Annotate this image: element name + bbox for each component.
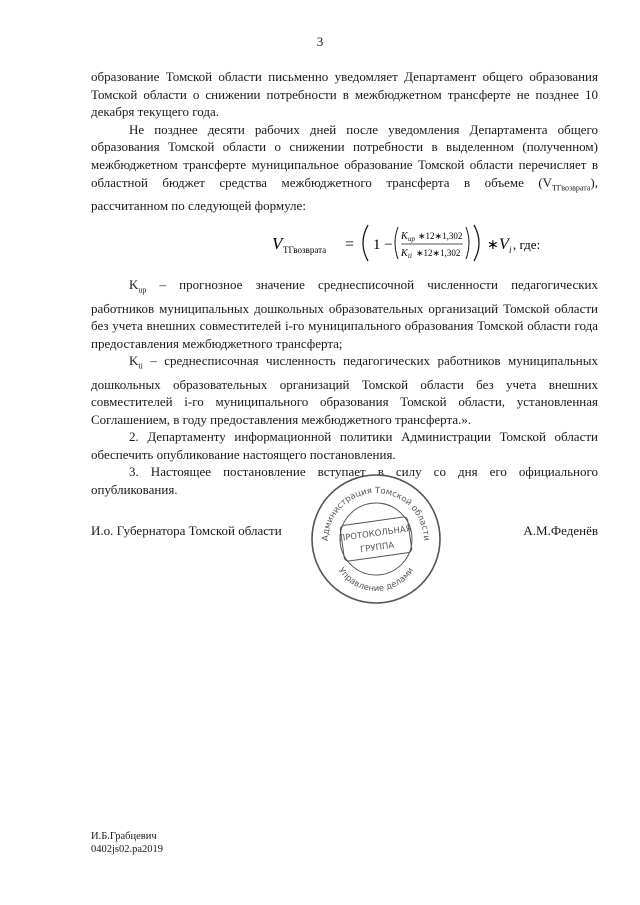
paragraph-item-2: 2. Департаменту информационной политики Администрации Томской области обеспечить опубликование настоящего постановления. (91, 429, 598, 462)
formula-inner-right-paren (466, 227, 469, 259)
formula-inner-left-paren (395, 227, 398, 259)
footer (91, 830, 163, 856)
formula-multiply: ∗ (486, 238, 499, 254)
formula-den-rest: ∗12∗1,302 (415, 248, 460, 259)
paragraph-item-3: 3. Настоящее постановление вступает в силу со дня его официального опубликования. (91, 464, 598, 498)
stamp-top-text: Администрация Томской области (320, 485, 432, 542)
formula-lhs-sub: ТГвозврата (282, 245, 326, 256)
paragraph-1: образование Томской области письменно уведомляет Департамент общего образования Томской области о снижении потребности в межбюджетном трансферте не позднее 10 декабря текущего года. (91, 69, 598, 120)
formula-lhs: V (271, 234, 282, 254)
formula-num-k: K (400, 231, 408, 243)
stamp-line-1: ПРОТОКОЛЬНАЯ (338, 524, 413, 545)
formula-den-sub: ti (407, 252, 412, 261)
v-subscript: ТГвозврата (552, 183, 591, 193)
formula-vi-sub: i (508, 245, 512, 256)
stamp-seal (308, 471, 444, 607)
formula-svg (270, 220, 540, 266)
footer-author: И.Б.Грабцевич (91, 831, 157, 842)
signature-name: А.М.Феденёв (523, 523, 598, 538)
signature-title: И.о. Губернатора Томской области (91, 523, 282, 538)
definition-k-ti: $K_{ti}$ – среднесписочная численность педагогических работников муниципальных дошкольных образовательных организаций Томской области без учета внешних совместителей i-го муниципального образования Томской области, установленная Соглашением, в году предоставления межбюджетного трансферта.». (91, 353, 598, 427)
formula-num-rest: ∗12∗1,302 (417, 231, 462, 242)
document-body (91, 68, 598, 499)
formula-equals: = (344, 236, 354, 254)
formula-one: 1 − (372, 237, 393, 254)
page-number: 3 (316, 34, 324, 49)
paragraph-2: Не позднее десяти рабочих дней после уведомления Департамента общего образования Томской области о снижении потребности в выделенном (полученном) межбюджетном трансферте муниципальное образование Томской области перечисляет в областной бюджет средства межбюджетного трансферта в объеме $(V_{ТГвозврата})$, рассчитанном по следующей формуле: (91, 121, 598, 213)
formula-num-sub: up (407, 235, 415, 244)
formula (91, 220, 598, 266)
formula-left-paren (363, 225, 368, 261)
formula-right-paren (474, 225, 479, 261)
formula-vi: V (498, 236, 509, 254)
stamp-line-2: ГРУППА (359, 540, 395, 556)
definition-k-up: $K_{up}$ – прогнозное значение среднесписочной численности педагогических работников муниципальных дошкольных образовательных организаций Томской области без учета внешних совместителей i-го муниципального образования Томской области года предоставления межбюджетного трансферта; (91, 277, 598, 351)
stamp-bottom-text: Управление делами (335, 565, 417, 595)
formula-suffix: , где: (512, 237, 540, 253)
footer-code: 0402js02.pa2019 (91, 844, 164, 855)
formula-den-k: K (400, 248, 408, 260)
